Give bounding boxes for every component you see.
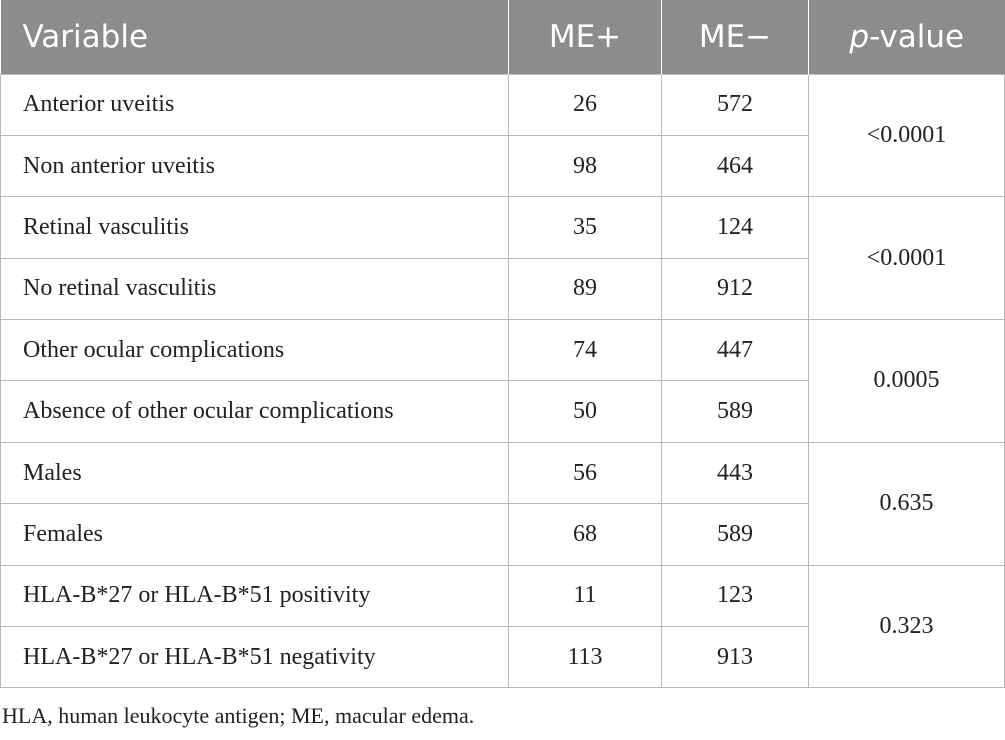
- row-me-positive: 89: [509, 258, 662, 319]
- row-label: Non anterior uveitis: [1, 135, 509, 196]
- row-me-negative: 572: [662, 74, 809, 135]
- group-p-value: <0.0001: [809, 74, 1005, 197]
- row-me-positive: 113: [509, 627, 662, 688]
- header-me-negative: ME−: [662, 0, 809, 74]
- row-me-positive: 50: [509, 381, 662, 442]
- header-p-rest: -value: [869, 18, 965, 55]
- header-row: [1, 0, 1005, 74]
- row-label: Retinal vasculitis: [1, 197, 509, 258]
- row-me-negative: 913: [662, 627, 809, 688]
- table-row: [1, 74, 1005, 135]
- table-row: [1, 565, 1005, 626]
- row-label: Females: [1, 504, 509, 565]
- header-me-positive: ME+: [509, 0, 662, 74]
- row-me-negative: 443: [662, 442, 809, 503]
- row-label: Anterior uveitis: [1, 74, 509, 135]
- row-me-negative: 912: [662, 258, 809, 319]
- row-me-negative: 123: [662, 565, 809, 626]
- row-me-positive: 98: [509, 135, 662, 196]
- table-row: [1, 442, 1005, 503]
- table-row: [1, 197, 1005, 258]
- row-me-positive: 74: [509, 320, 662, 381]
- row-me-positive: 11: [509, 565, 662, 626]
- row-me-positive: 35: [509, 197, 662, 258]
- group-p-value: 0.323: [809, 565, 1005, 688]
- table-footnote: HLA, human leukocyte antigen; ME, macular edema.: [2, 703, 475, 728]
- row-me-negative: 124: [662, 197, 809, 258]
- group-p-value: <0.0001: [809, 197, 1005, 320]
- row-me-negative: 589: [662, 381, 809, 442]
- row-label: Other ocular complications: [1, 320, 509, 381]
- row-me-negative: 464: [662, 135, 809, 196]
- group-p-value: 0.635: [809, 442, 1005, 565]
- row-label: Males: [1, 442, 509, 503]
- table-body: [1, 74, 1005, 688]
- table-row: [1, 320, 1005, 381]
- row-label: Absence of other ocular complications: [1, 381, 509, 442]
- row-me-negative: 447: [662, 320, 809, 381]
- table-header: [1, 0, 1005, 74]
- row-label: No retinal vasculitis: [1, 258, 509, 319]
- header-variable: Variable: [1, 0, 509, 74]
- group-p-value: 0.0005: [809, 320, 1005, 443]
- row-label: HLA-B*27 or HLA-B*51 negativity: [1, 627, 509, 688]
- row-me-positive: 56: [509, 442, 662, 503]
- header-p-value: [809, 0, 1005, 74]
- header-p-italic: p: [849, 18, 870, 55]
- row-me-positive: 68: [509, 504, 662, 565]
- row-label: HLA-B*27 or HLA-B*51 positivity: [1, 565, 509, 626]
- row-me-positive: 26: [509, 74, 662, 135]
- row-me-negative: 589: [662, 504, 809, 565]
